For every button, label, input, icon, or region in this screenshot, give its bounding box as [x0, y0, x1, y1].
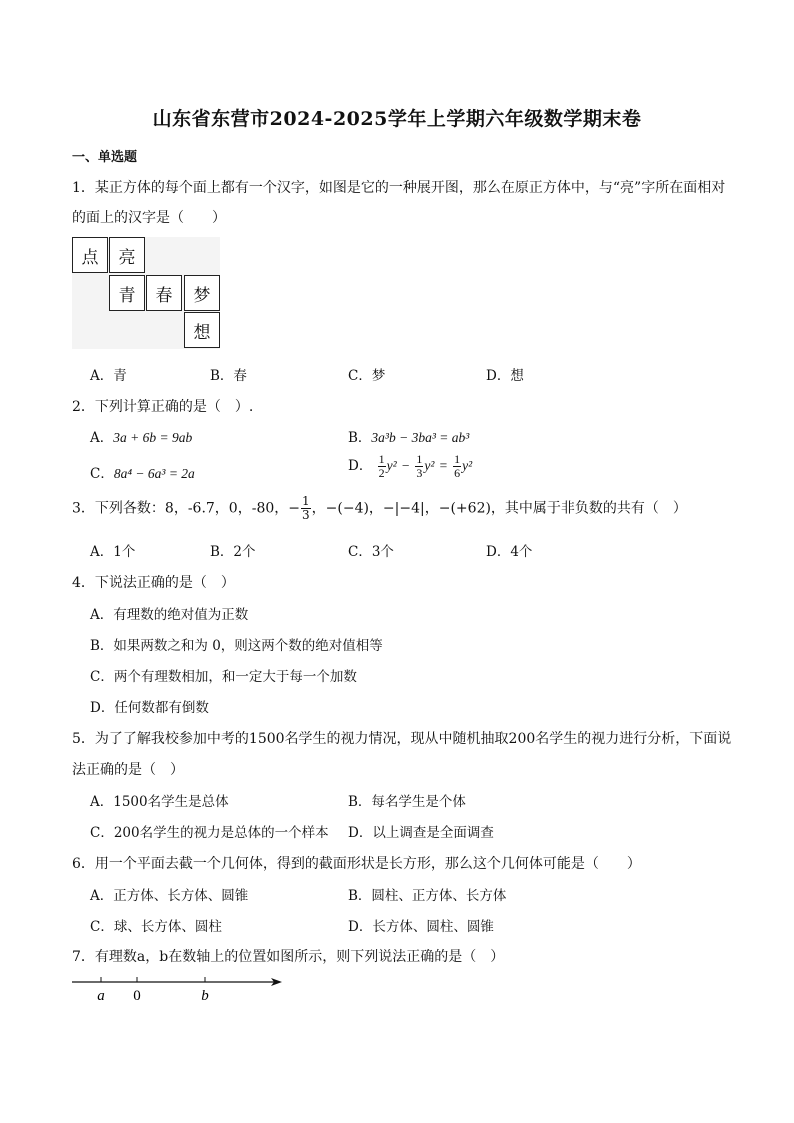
q2-option-a-label: A．	[90, 430, 114, 446]
net-cell-liang: 亮	[109, 237, 145, 273]
q2-option-b[interactable]	[348, 426, 469, 446]
net-cell-xiang: 想	[184, 312, 220, 348]
q6-option-a[interactable]: A．正方体、长方体、圆锥	[90, 888, 249, 904]
frac-den: 2	[378, 466, 385, 480]
frac-num: 1	[378, 452, 385, 466]
q7-stem: 7．有理数a，b在数轴上的位置如图所示，则下列说法正确的是（ ）	[72, 949, 505, 965]
q3-stem	[72, 495, 687, 522]
q2-option-d[interactable]	[348, 453, 472, 480]
q5-stem-line1: 5．为了了解我校参加中考的1500名学生的视力情况，现从中随机抽取200名学生的视力进行分析，下面说	[72, 731, 732, 747]
q2-d-frac-half	[378, 453, 386, 480]
net-cell-qing: 青	[109, 275, 145, 311]
q2-stem: 2．下列计算正确的是（ ）.	[72, 399, 254, 415]
frac-den: 6	[454, 466, 461, 480]
q1-stem-line2: 的面上的汉字是（ ）	[72, 210, 226, 226]
frac-num: 1	[416, 452, 423, 466]
number-line-figure	[68, 972, 288, 1008]
net-cell-chun: 春	[146, 275, 182, 311]
q2-d-minus: −	[400, 458, 411, 473]
q3-option-d[interactable]: D．4个	[486, 544, 533, 560]
q4-option-c[interactable]: C．两个有理数相加，和一定大于每一个加数	[90, 669, 357, 685]
q3-option-b[interactable]: B．2个	[210, 544, 256, 560]
q1-option-a[interactable]: A．青	[90, 368, 127, 384]
q6-option-d[interactable]: D．长方体、圆柱、圆锥	[348, 919, 494, 935]
q5-option-b[interactable]: B．每名学生是个体	[348, 794, 466, 810]
frac-den: 3	[416, 466, 423, 480]
q4-option-a[interactable]: A．有理数的绝对值为正数	[90, 607, 249, 623]
q1-option-c[interactable]: C．梦	[348, 368, 386, 384]
q2-option-c[interactable]	[90, 462, 195, 482]
q2-d-term3: y²	[462, 458, 473, 473]
q2-d-equals: =	[438, 458, 448, 473]
q1-option-d[interactable]: D．想	[486, 368, 524, 384]
page-title: 山东省东营市2024-2025学年上学期六年级数学期末卷	[152, 108, 642, 130]
q4-option-b[interactable]: B．如果两数之和为 0，则这两个数的绝对值相等	[90, 638, 383, 654]
q2-d-frac-third	[415, 453, 423, 480]
q3-prefix: 3．下列各数：8，-6.7，0，-80，	[72, 500, 289, 517]
q4-option-d[interactable]: D．任何数都有倒数	[90, 700, 209, 716]
q6-option-b[interactable]: B．圆柱、正方体、长方体	[348, 888, 507, 904]
frac-num: 1	[302, 494, 310, 508]
q3-option-a[interactable]: A．1个	[90, 544, 136, 560]
q2-option-a[interactable]	[90, 426, 192, 446]
q3-rest: ，−(−4)，−|−4|，−(+62)，其中属于非负数的共有（ ）	[311, 500, 687, 517]
net-cell-meng: 梦	[184, 275, 220, 311]
q2-d-term2: y²	[424, 458, 435, 473]
q2-d-frac-sixth	[453, 453, 461, 480]
q2-option-b-label: B．	[348, 430, 372, 446]
section-heading: 一、单选题	[72, 150, 138, 165]
q2-d-term1: y²	[386, 458, 397, 473]
q2-option-c-label: C．	[90, 466, 114, 482]
net-cell-dian: 点	[72, 237, 108, 273]
q5-stem-line2: 法正确的是（ ）	[72, 762, 184, 778]
q3-fraction	[301, 495, 311, 522]
q5-option-d[interactable]: D．以上调查是全面调查	[348, 825, 494, 841]
q1-option-b[interactable]: B．春	[210, 368, 247, 384]
q5-option-a[interactable]: A．1500名学生是总体	[90, 794, 229, 810]
frac-den: 3	[302, 508, 310, 522]
frac-num: 1	[454, 452, 461, 466]
q6-stem: 6．用一个平面去截一个几何体，得到的截面形状是长方形，那么这个几何体可能是（ ）	[72, 856, 641, 872]
q3-neg-sign: −	[288, 500, 300, 517]
q2-option-b-expr: 3a³b − 3ba³ = ab³	[371, 430, 470, 445]
label-zero: 0	[133, 988, 141, 1004]
q2-option-c-expr: 8a⁴ − 6a³ = 2a	[113, 466, 195, 481]
q4-stem: 4．下说法正确的是（ ）	[72, 575, 235, 591]
q5-option-c[interactable]: C．200名学生的视力是总体的一个样本	[90, 825, 329, 841]
label-b: b	[201, 988, 209, 1004]
q3-option-c[interactable]: C．3个	[348, 544, 394, 560]
label-a: a	[97, 988, 105, 1004]
q1-stem-line1: 1．某正方体的每个面上都有一个汉字，如图是它的一种展开图，那么在原正方体中，与“亮”字所在面相对	[72, 180, 726, 196]
q2-option-a-expr: 3a + 6b = 9ab	[113, 430, 193, 445]
q6-option-c[interactable]: C．球、长方体、圆柱	[90, 919, 222, 935]
q2-option-d-label: D．	[348, 458, 373, 474]
